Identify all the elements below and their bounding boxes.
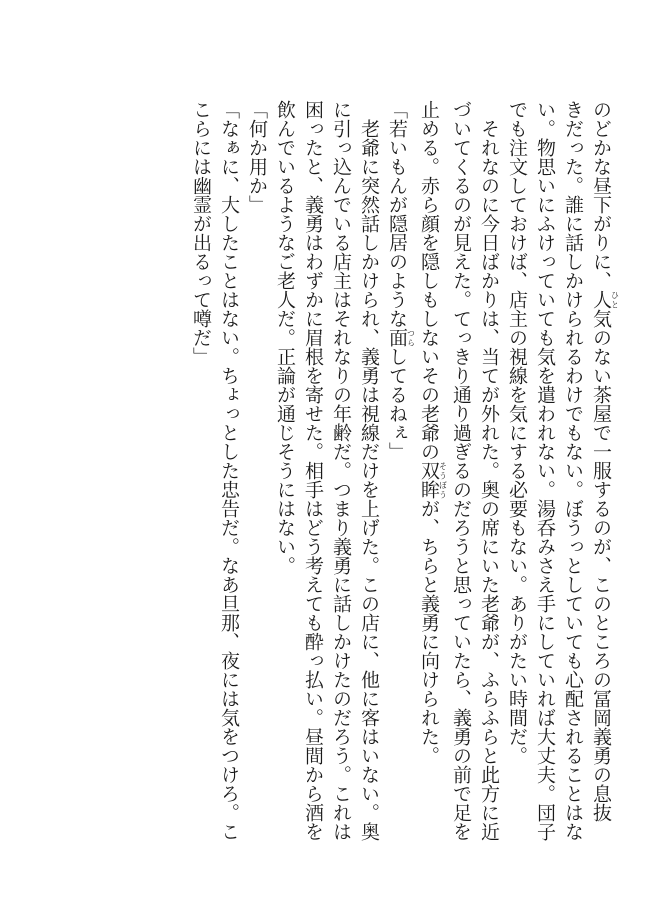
text-line [383,100,415,860]
text-segment: づいてくるのが見えた。てっきり通り過ぎるのだろうと思っていたら、義勇の前で足を [450,100,472,841]
text-segment: 老爺に突然話しかけられ、義勇は視線だけを上げた。この店に、他に客はいない。奥 [358,100,380,841]
text-line [327,100,355,860]
text-line [215,100,243,860]
text-segment: 止める。赤ら顔を隠しもしないその老爺の [418,100,440,461]
ruby-word [418,461,448,499]
text-line [531,100,559,860]
text-line [559,100,587,860]
ruby-base: 双眸 [418,461,440,499]
text-segment: こらには幽霊が出るって噂だ」 [190,100,212,366]
ruby-base: 人 [590,290,612,309]
ruby-base: 面 [386,328,408,347]
ruby-reading: ひと [610,290,620,309]
text-segment: 気のない茶屋で一服するのが、このところの冨岡義勇の息抜 [590,309,612,822]
text-line [355,100,383,860]
text-segment: に引っ込んでいる店主はそれなりの年齢だ。つまり義勇に話しかけたのだろう。これは [330,100,352,841]
text-segment: 「なぁに、大したことはない。ちょっとした忠告だ。なあ旦那、夜には気をつけろ。こ [218,100,240,841]
text-segment: 「何か用か」 [246,100,268,214]
text-line [271,100,299,860]
text-line [475,100,503,860]
text-segment: 困ったと、義勇はわずかに眉根を寄せた。相手はどう考えても酔っ払い。昼間から酒を [302,100,324,841]
text-segment: してるねぇ」 [386,347,408,461]
text-segment: が、ちらと義勇に向けられた。 [418,499,440,765]
ruby-word [386,328,416,347]
text-line [299,100,327,860]
text-line [187,100,215,860]
ruby-reading: そうぼう [438,461,448,499]
text-segment: のどかな昼下がりに、 [590,100,612,290]
ruby-reading: つら [406,328,416,347]
text-line [587,100,619,860]
text-segment: 飲んでいるようなご老人だ。正論が通じそうにはない。 [274,100,296,575]
vertical-text-body [187,100,619,860]
text-segment: 「若いもんが隠居のような [386,100,408,328]
text-line [503,100,531,860]
text-line [447,100,475,860]
ruby-word [590,290,620,309]
text-segment: でも注文しておけば、店主の視線を気にする必要もない。ありがたい時間だ。 [506,100,528,765]
text-segment: い。物思いにふけっていても気を遣われない。湯呑みさえ手にしていれば大丈夫。団子 [534,100,556,841]
text-segment: それなのに今日ばかりは、当てが外れた。奥の席にいた老爺が、ふらふらと此方に近 [478,100,500,841]
text-line [243,100,271,860]
text-line [415,100,447,860]
text-segment: きだった。誰に話しかけられるわけでもない。ぼうっとしていても心配されることはな [562,100,584,841]
